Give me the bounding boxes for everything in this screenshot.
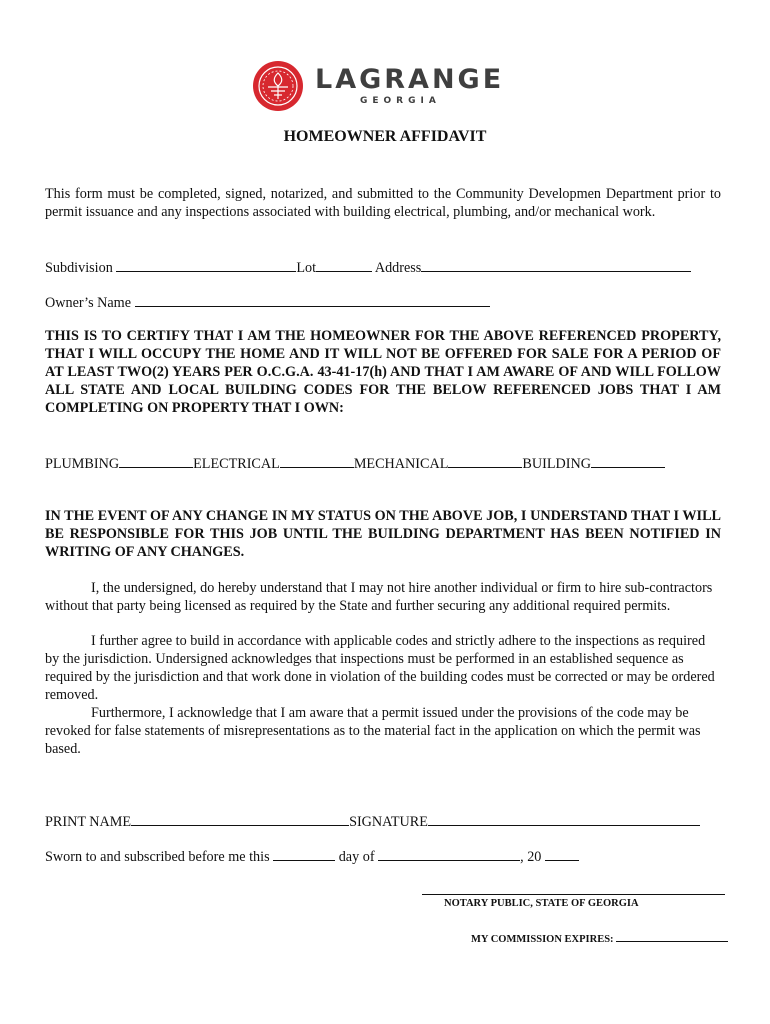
- sworn-day-label: day of: [338, 849, 375, 865]
- print-name-label: PRINT NAME: [45, 814, 132, 830]
- signature-label: SIGNATURE: [349, 814, 428, 830]
- mechanical-field[interactable]: [448, 453, 522, 468]
- certification-statement: THIS IS TO CERTIFY THAT I AM THE HOMEOWNER FOR THE ABOVE REFERENCED PROPERTY, THAT I WILL OCCUPY THE HOME AND IT WILL NOT BE OFFERED FOR SALE FOR A PERIOD OF AT LEAST TWO(2) YEARS PER O.C.G.A. 43-41-17(h) AND THAT I AM AWARE OF AND WILL FOLLOW ALL STATE AND LOCAL BUILDING CODES FOR THE BELOW REFERENCED JOBS THAT I AM COMPLETING ON PROPERTY THAT I OWN:: [45, 328, 721, 416]
- electrical-field[interactable]: [280, 453, 354, 468]
- lot-field[interactable]: [316, 257, 372, 272]
- logo-subtitle: GEORGIA: [360, 96, 441, 106]
- notary-label: NOTARY PUBLIC, STATE OF GEORGIA: [444, 898, 639, 909]
- intro-paragraph: This form must be completed, signed, notarized, and submitted to the Community Developmen Department prior to permit issuance and any inspections associated with building electrical, plumbing, and/or mechanical work.: [45, 186, 721, 220]
- sworn-year-label: , 20: [520, 849, 542, 865]
- property-fields-row: [45, 257, 691, 277]
- owner-name-field[interactable]: [135, 292, 490, 307]
- jobs-row: [45, 453, 665, 473]
- mechanical-label: MECHANICAL: [353, 456, 449, 472]
- print-name-field[interactable]: [131, 811, 349, 826]
- commission-row: [471, 931, 728, 945]
- commission-expires-field[interactable]: [616, 931, 728, 942]
- subdivision-label: Subdivision: [45, 260, 113, 276]
- body-paragraph-1: I, the undersigned, do hereby understand that I may not hire another individual or firm to hire sub-contractors without that party being licensed as required by the State and further securing any additional required permits.: [45, 580, 713, 614]
- address-field[interactable]: [421, 257, 691, 272]
- logo-wordmark: LAGRANGE: [315, 64, 505, 95]
- electrical-label: ELECTRICAL: [193, 456, 280, 472]
- body-paragraph-3: Furthermore, I acknowledge that I am aware that a permit issued under the provisions of the code may be revoked for false statements of misrepresentations as to the material fact in the application on which the permit was based.: [45, 705, 701, 757]
- page-title: HOMEOWNER AFFIDAVIT: [283, 128, 487, 145]
- lot-label: Lot: [296, 260, 317, 276]
- sworn-prefix: Sworn to and subscribed before me this: [45, 849, 270, 865]
- body-paragraph-2: I further agree to build in accordance with applicable codes and strictly adhere to the inspections as required by the jurisdiction. Undersigned acknowledges that inspections must be performed in an established sequence as required by the jurisdiction and that work done in violation of the building codes must be corrected or may be ordered removed.: [45, 633, 715, 703]
- subdivision-field[interactable]: [116, 257, 296, 272]
- commission-label: MY COMMISSION EXPIRES:: [471, 934, 614, 945]
- status-change-notice: IN THE EVENT OF ANY CHANGE IN MY STATUS ON THE ABOVE JOB, I UNDERSTAND THAT I WILL BE RESPONSIBLE FOR THIS JOB UNTIL THE BUILDING DEPARTMENT HAS BEEN NOTIFIED IN WRITING OF ANY CHANGES.: [45, 508, 721, 560]
- signature-row: [45, 811, 700, 831]
- city-seal-icon: [252, 60, 304, 112]
- owner-name-label: Owner’s Name: [45, 295, 132, 311]
- sworn-day-field[interactable]: [273, 846, 335, 861]
- sworn-month-field[interactable]: [378, 846, 520, 861]
- sworn-year-field[interactable]: [545, 846, 579, 861]
- plumbing-label: PLUMBING: [45, 456, 120, 472]
- signature-field[interactable]: [428, 811, 700, 826]
- sworn-row: [45, 846, 579, 866]
- lagrange-logo: [252, 60, 505, 116]
- owner-row: [45, 292, 490, 312]
- plumbing-field[interactable]: [119, 453, 193, 468]
- building-field[interactable]: [591, 453, 665, 468]
- address-label: Address: [374, 260, 422, 276]
- building-label: BUILDING: [522, 456, 591, 472]
- notary-signature-line[interactable]: [422, 894, 725, 895]
